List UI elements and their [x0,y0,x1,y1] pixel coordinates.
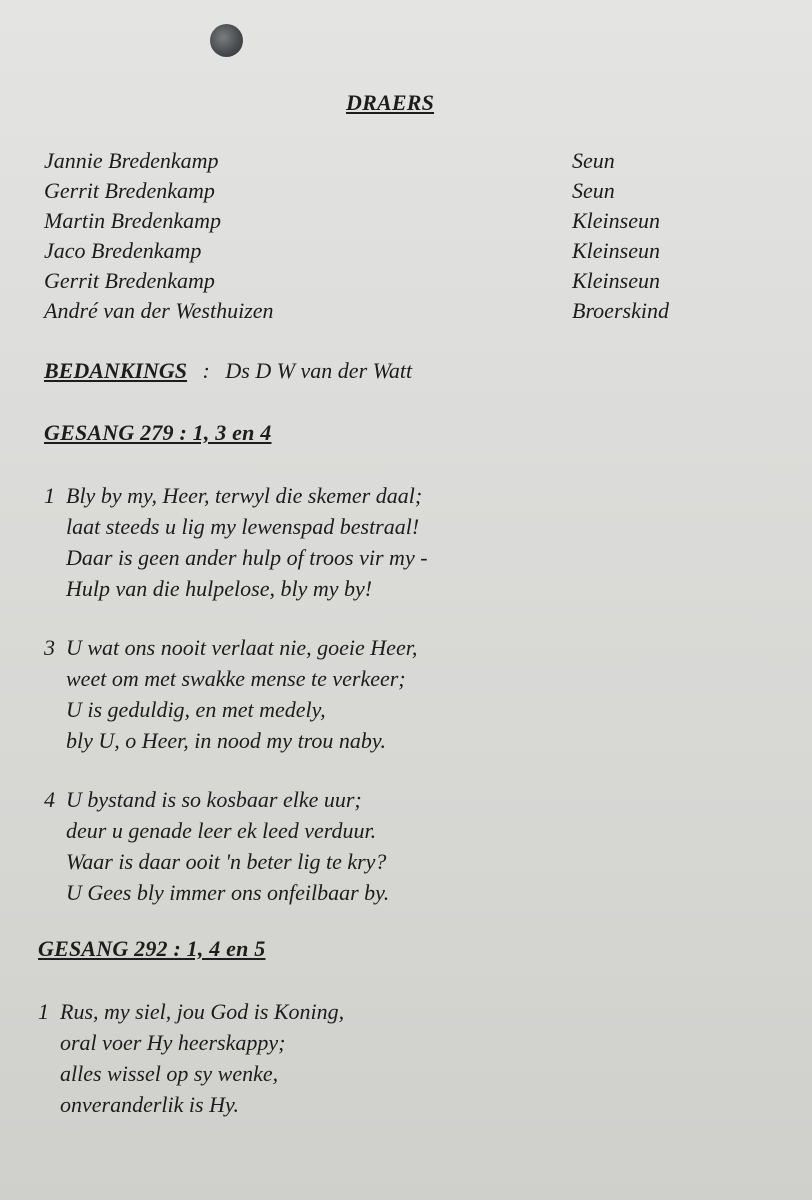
bearer-name: Jannie Bredenkamp [44,148,219,173]
verse-line: Daar is geen ander hulp of troos vir my - [66,545,428,570]
verse-line: bly U, o Heer, in nood my trou naby. [66,728,386,753]
verse-line: laat steeds u lig my lewenspad bestraal! [66,514,420,539]
verse-number: 3 [44,635,55,660]
hymn1-verse [44,480,428,604]
bearer-row [44,206,744,236]
hymn2-heading: GESANG 292 : 1, 4 en 5 [38,936,266,961]
verse-number: 4 [44,787,55,812]
punch-hole [210,24,243,57]
bearer-relation: Seun [572,178,615,203]
hymn1-verse [44,632,417,756]
verse-line: U Gees bly immer ons onfeilbaar by. [66,880,390,905]
bearer-relation: Kleinseun [572,238,660,263]
verse-line: Waar is daar ooit 'n beter lig te kry? [66,849,387,874]
thanks-person: Ds D W van der Watt [225,358,413,383]
bearers-list [44,146,744,326]
bearer-name: Martin Bredenkamp [44,208,221,233]
bearer-name: Jaco Bredenkamp [44,238,202,263]
verse-line: onveranderlik is Hy. [60,1092,240,1117]
bearer-relation: Seun [572,148,615,173]
verse-number: 1 [44,483,55,508]
verse-line: U is geduldig, en met medely, [66,697,326,722]
thanks-separator: : [202,358,210,383]
verse-line: Hulp van die hulpelose, bly my by! [66,576,373,601]
verse-line: U bystand is so kosbaar elke uur; [66,787,362,812]
thanks-line [44,358,412,384]
thanks-label: BEDANKINGS [44,358,188,383]
bearer-row [44,266,744,296]
hymn2-verse [38,996,344,1120]
verse-line: U wat ons nooit verlaat nie, goeie Heer, [66,635,418,660]
hymn1-heading: GESANG 279 : 1, 3 en 4 [44,420,272,445]
bearer-row [44,236,744,266]
verse-line: alles wissel op sy wenke, [60,1061,279,1086]
bearer-relation: Kleinseun [572,208,660,233]
verse-number: 1 [38,999,49,1024]
bearer-name: Gerrit Bredenkamp [44,268,215,293]
verse-line: oral voer Hy heerskappy; [60,1030,286,1055]
bearer-row [44,146,744,176]
page-title: DRAERS [346,90,435,115]
bearer-name: Gerrit Bredenkamp [44,178,215,203]
bearer-row [44,296,744,326]
bearer-relation: Broerskind [572,298,669,323]
verse-line: weet om met swakke mense te verkeer; [66,666,406,691]
verse-line: Bly by my, Heer, terwyl die skemer daal; [66,483,423,508]
verse-line: Rus, my siel, jou God is Koning, [60,999,345,1024]
hymn1-verse [44,784,389,908]
verse-line: deur u genade leer ek leed verduur. [66,818,377,843]
bearer-row [44,176,744,206]
bearer-relation: Kleinseun [572,268,660,293]
bearer-name: André van der Westhuizen [44,298,274,323]
